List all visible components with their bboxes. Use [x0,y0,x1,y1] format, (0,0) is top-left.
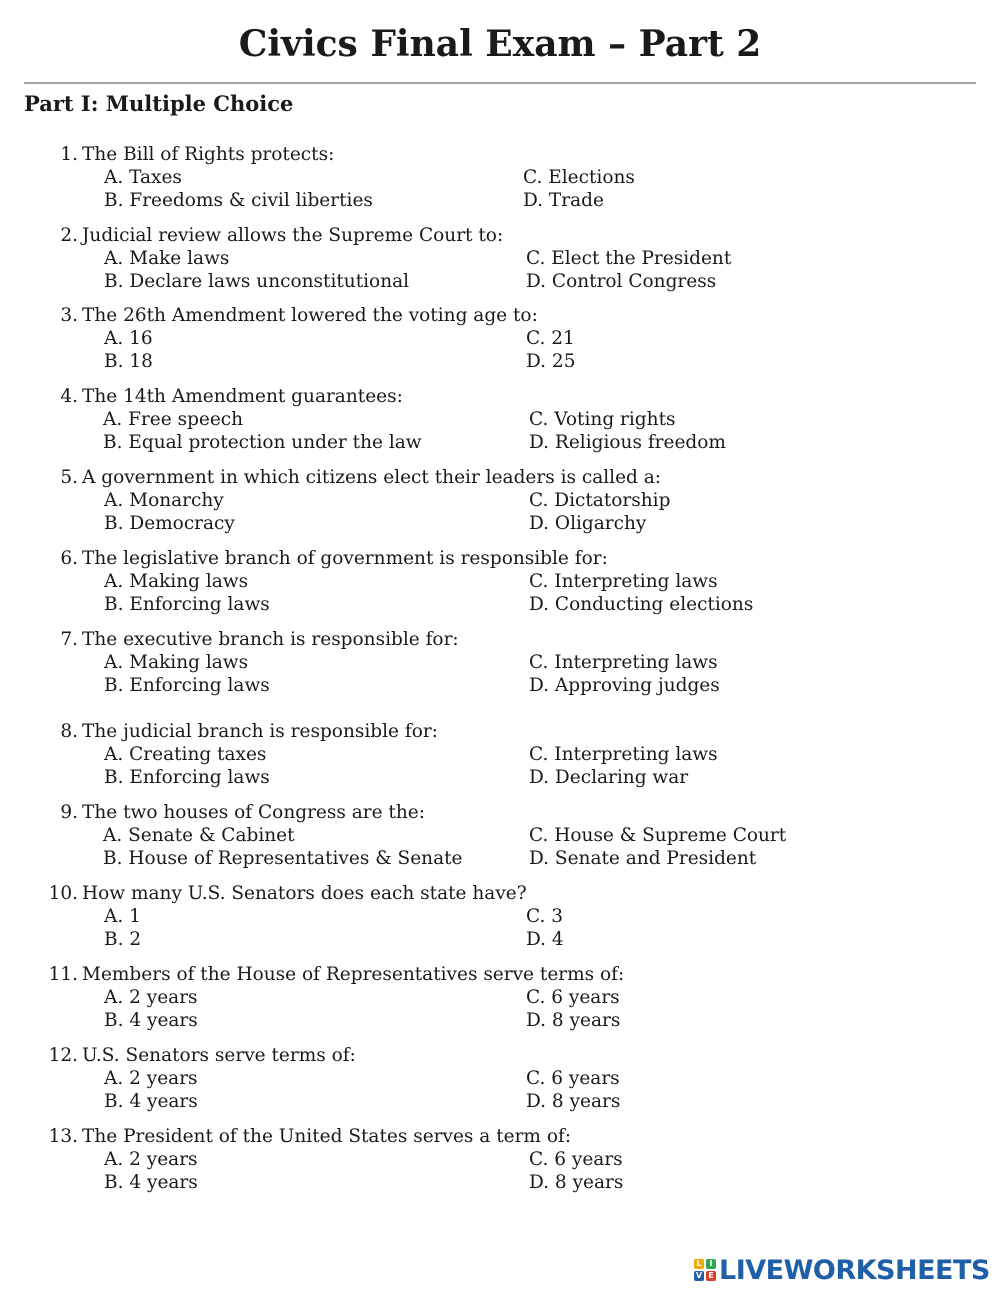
option-a[interactable]: A. Monarchy [104,490,224,511]
option-d[interactable]: D. 4 [526,929,564,950]
question-number: 2. [60,225,78,246]
option-b[interactable]: B. 4 years [104,1172,198,1193]
question-text: The judicial branch is responsible for: [82,721,438,742]
option-d[interactable]: D. 8 years [529,1172,624,1193]
option-c[interactable]: C. Interpreting laws [529,652,718,673]
logo-square-l: L [694,1259,704,1269]
option-a[interactable]: A. Creating taxes [104,744,267,765]
option-c[interactable]: C. 6 years [529,1149,623,1170]
logo-squares-icon [694,1259,716,1281]
option-a[interactable]: A. 2 years [104,1149,198,1170]
question-12 [0,1044,1000,1113]
option-a[interactable]: A. Making laws [104,652,249,673]
question-number: 4. [60,386,78,407]
question-2 [0,224,1000,293]
question-5 [0,466,1000,535]
question-text: The legislative branch of government is responsible for: [82,548,608,569]
question-number: 6. [60,548,78,569]
question-number: 11. [48,964,78,985]
title-divider [24,82,976,84]
option-b[interactable]: B. 4 years [104,1010,198,1031]
logo-square-i: I [706,1259,716,1269]
question-number: 8. [60,721,78,742]
option-d[interactable]: D. Oligarchy [529,513,647,534]
logo-square-e: E [706,1271,716,1281]
option-d[interactable]: D. 25 [526,351,576,372]
question-9 [0,801,1000,870]
option-d[interactable]: D. 8 years [526,1010,621,1031]
section-heading: Part I: Multiple Choice [24,91,294,116]
option-b[interactable]: B. 4 years [104,1091,198,1112]
option-a[interactable]: A. Free speech [103,409,244,430]
question-number: 9. [60,802,78,823]
question-text: The 14th Amendment guarantees: [82,386,403,407]
option-b[interactable]: B. Equal protection under the law [103,432,422,453]
option-d[interactable]: D. Senate and President [529,848,757,869]
logo-square-v: V [695,1271,703,1280]
option-a[interactable]: A. Make laws [104,248,230,269]
option-d[interactable]: D. 8 years [526,1091,621,1112]
option-c[interactable]: C. 6 years [526,987,620,1008]
question-number: 7. [60,629,78,650]
option-d[interactable]: D. Religious freedom [529,432,726,453]
option-c[interactable]: C. Interpreting laws [529,744,718,765]
question-number: 13. [48,1126,78,1147]
option-d[interactable]: D. Approving judges [529,675,720,696]
option-c[interactable]: C. 3 [526,906,564,927]
question-text: The Bill of Rights protects: [82,144,335,165]
option-b[interactable]: B. Declare laws unconstitutional [104,271,410,292]
logo-text: LIVEWORKSHEETS [719,1254,990,1286]
question-text: The 26th Amendment lowered the voting age to: [82,305,538,326]
question-text: Judicial review allows the Supreme Court to: [82,225,504,246]
option-c[interactable]: C. Interpreting laws [529,571,718,592]
question-10 [0,882,1000,951]
question-8 [0,720,1000,789]
option-a[interactable]: A. Senate & Cabinet [103,825,295,846]
option-a[interactable]: A. 1 [104,906,141,927]
option-c[interactable]: C. 6 years [526,1068,620,1089]
option-a[interactable]: A. 2 years [104,987,198,1008]
question-11 [0,963,1000,1032]
option-b[interactable]: B. Enforcing laws [104,767,270,788]
option-b[interactable]: B. House of Representatives & Senate [103,848,463,869]
option-b[interactable]: B. Enforcing laws [104,675,270,696]
option-d[interactable]: D. Conducting elections [529,594,754,615]
option-b[interactable]: B. 2 [104,929,142,950]
question-text: The President of the United States serves a term of: [82,1126,572,1147]
question-6 [0,547,1000,616]
liveworksheets-logo[interactable] [694,1255,990,1285]
question-4 [0,385,1000,454]
option-b[interactable]: B. Democracy [104,513,235,534]
question-13 [0,1125,1000,1194]
option-a[interactable]: A. Making laws [104,571,249,592]
option-b[interactable]: B. 18 [104,351,153,372]
option-a[interactable]: A. 16 [104,328,153,349]
question-number: 3. [60,305,78,326]
option-b[interactable]: B. Freedoms & civil liberties [104,190,373,211]
option-b[interactable]: B. Enforcing laws [104,594,270,615]
option-c[interactable]: C. 21 [526,328,575,349]
question-text: How many U.S. Senators does each state have? [82,883,527,904]
option-c[interactable]: C. House & Supreme Court [529,825,787,846]
question-text: The executive branch is responsible for: [82,629,459,650]
option-c[interactable]: C. Dictatorship [529,490,671,511]
page-title: Civics Final Exam – Part 2 [238,23,762,65]
option-c[interactable]: C. Elections [523,167,635,188]
option-a[interactable]: A. 2 years [104,1068,198,1089]
question-text: U.S. Senators serve terms of: [82,1045,356,1066]
question-3 [0,304,1000,373]
option-c[interactable]: C. Voting rights [529,409,676,430]
option-d[interactable]: D. Control Congress [526,271,717,292]
question-number: 1. [60,144,78,165]
option-d[interactable]: D. Declaring war [529,767,689,788]
question-text: A government in which citizens elect their leaders is called a: [82,467,662,488]
option-d[interactable]: D. Trade [523,190,604,211]
option-c[interactable]: C. Elect the President [526,248,732,269]
question-number: 5. [60,467,78,488]
question-number: 12. [48,1045,78,1066]
option-a[interactable]: A. Taxes [104,167,182,188]
question-7 [0,628,1000,697]
question-text: Members of the House of Representatives serve terms of: [82,964,625,985]
question-number: 10. [48,883,78,904]
question-1 [0,143,1000,212]
question-text: The two houses of Congress are the: [82,802,425,823]
